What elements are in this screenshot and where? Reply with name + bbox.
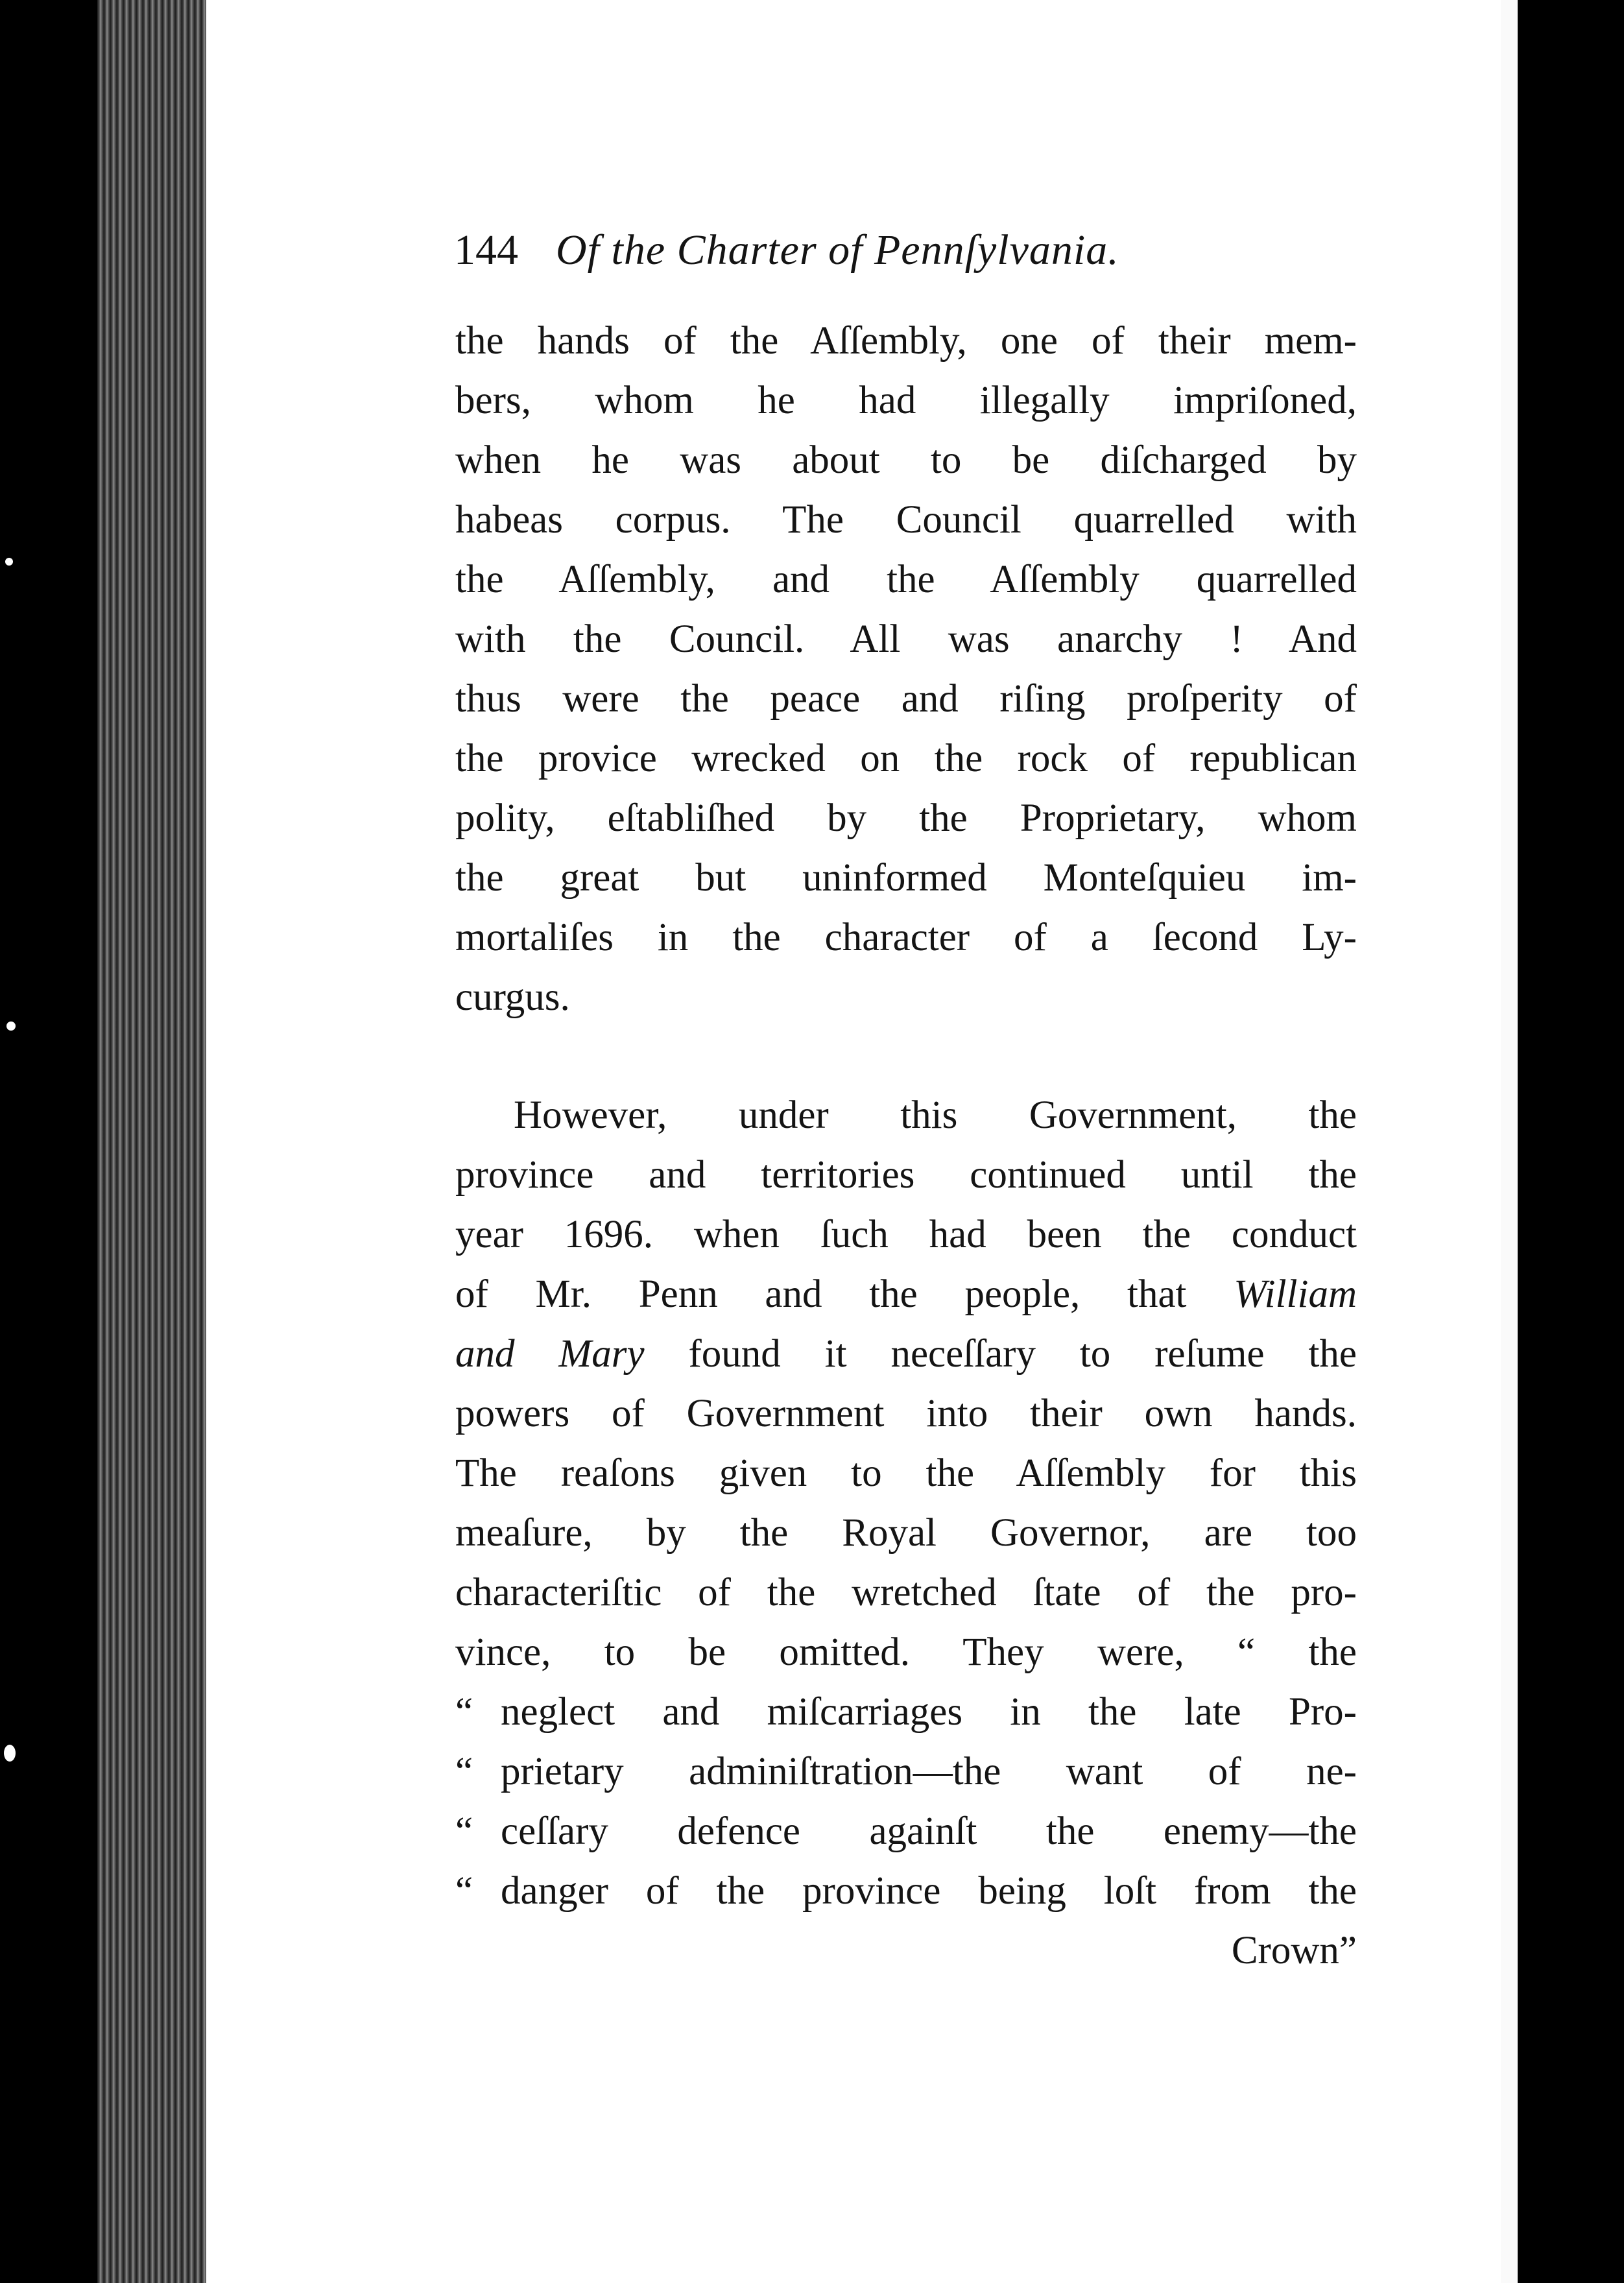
quoted-text: ceſſary defence againſt the enemy—the (501, 1810, 1357, 1853)
paragraph-1 (455, 311, 1357, 1027)
quoted-text: danger of the province being loſt from the (501, 1869, 1357, 1913)
text-segment: of Mr. Penn and the people, that (455, 1273, 1187, 1316)
quote-mark: “ (455, 1810, 473, 1853)
text-line: when he was about to be diſcharged by (455, 438, 1357, 482)
text-line: Crown” (1231, 1929, 1357, 1972)
text-segment: found it neceſſary to reſume the (688, 1332, 1357, 1376)
text-line (455, 1324, 1357, 1384)
binding-shadow (1518, 19, 1533, 2270)
text-line: However, under this Government, the (514, 1094, 1357, 1137)
text-line: bers, whom he had illegally impriſoned, (455, 379, 1357, 422)
text-line: curgus. (455, 975, 570, 1019)
text-line: The reaſons given to the Aſſembly for this (455, 1452, 1357, 1495)
text-line: vince, to be omitted. They were, “ the (455, 1631, 1357, 1674)
body-text (455, 311, 1357, 1981)
text-line: characteriſtic of the wretched ſtate of the pro- (455, 1571, 1357, 1614)
scan-speck (5, 558, 13, 566)
page-number: 144 (454, 226, 518, 274)
right-margin (1501, 0, 1518, 2283)
text-line: with the Council. All was anarchy ! And (455, 617, 1357, 661)
scan-speck (4, 1745, 16, 1762)
quoted-line (455, 1861, 1357, 1921)
page-edges (97, 0, 208, 2283)
text-line: province and territories continued until the (455, 1153, 1357, 1197)
quoted-line (455, 1682, 1357, 1742)
quote-mark: “ (455, 1750, 473, 1793)
quoted-line (455, 1802, 1357, 1861)
text-line: polity, eſtabliſhed by the Proprietary, whom (455, 796, 1357, 840)
text-line: meaſure, by the Royal Governor, are too (455, 1511, 1357, 1555)
text-line: thus were the peace and riſing proſperity of (455, 677, 1357, 721)
text-line: the provice wrecked on the rock of republican (455, 737, 1357, 780)
running-head (454, 226, 1232, 284)
text-line: powers of Government into their own hands. (455, 1392, 1357, 1435)
text-line: habeas corpus. The Council quarrelled with (455, 498, 1357, 542)
quote-mark: “ (455, 1869, 473, 1913)
italic-name: William (1234, 1273, 1357, 1316)
scan-speck (6, 1022, 16, 1031)
text-line: mortaliſes in the character of a ſecond Ly- (455, 916, 1357, 959)
quote-mark: “ (455, 1690, 473, 1734)
quoted-text: neglect and miſcarriages in the late Pro- (501, 1690, 1357, 1734)
paragraph-2 (455, 1086, 1357, 1981)
quoted-text: prietary adminiſtration—the want of ne- (501, 1750, 1357, 1793)
text-line (455, 1265, 1357, 1324)
text-line: the hands of the Aſſembly, one of their mem- (455, 319, 1357, 363)
italic-name: and Mary (455, 1332, 645, 1376)
text-line: year 1696. when ſuch had been the conduct (455, 1213, 1357, 1256)
text-line: the Aſſembly, and the Aſſembly quarrelled (455, 558, 1357, 601)
paragraph-gap (455, 1027, 1357, 1086)
text-line: the great but uninformed Monteſquieu im- (455, 856, 1357, 900)
running-title: Of the Charter of Pennſylvania. (556, 226, 1119, 274)
quoted-line (455, 1742, 1357, 1802)
